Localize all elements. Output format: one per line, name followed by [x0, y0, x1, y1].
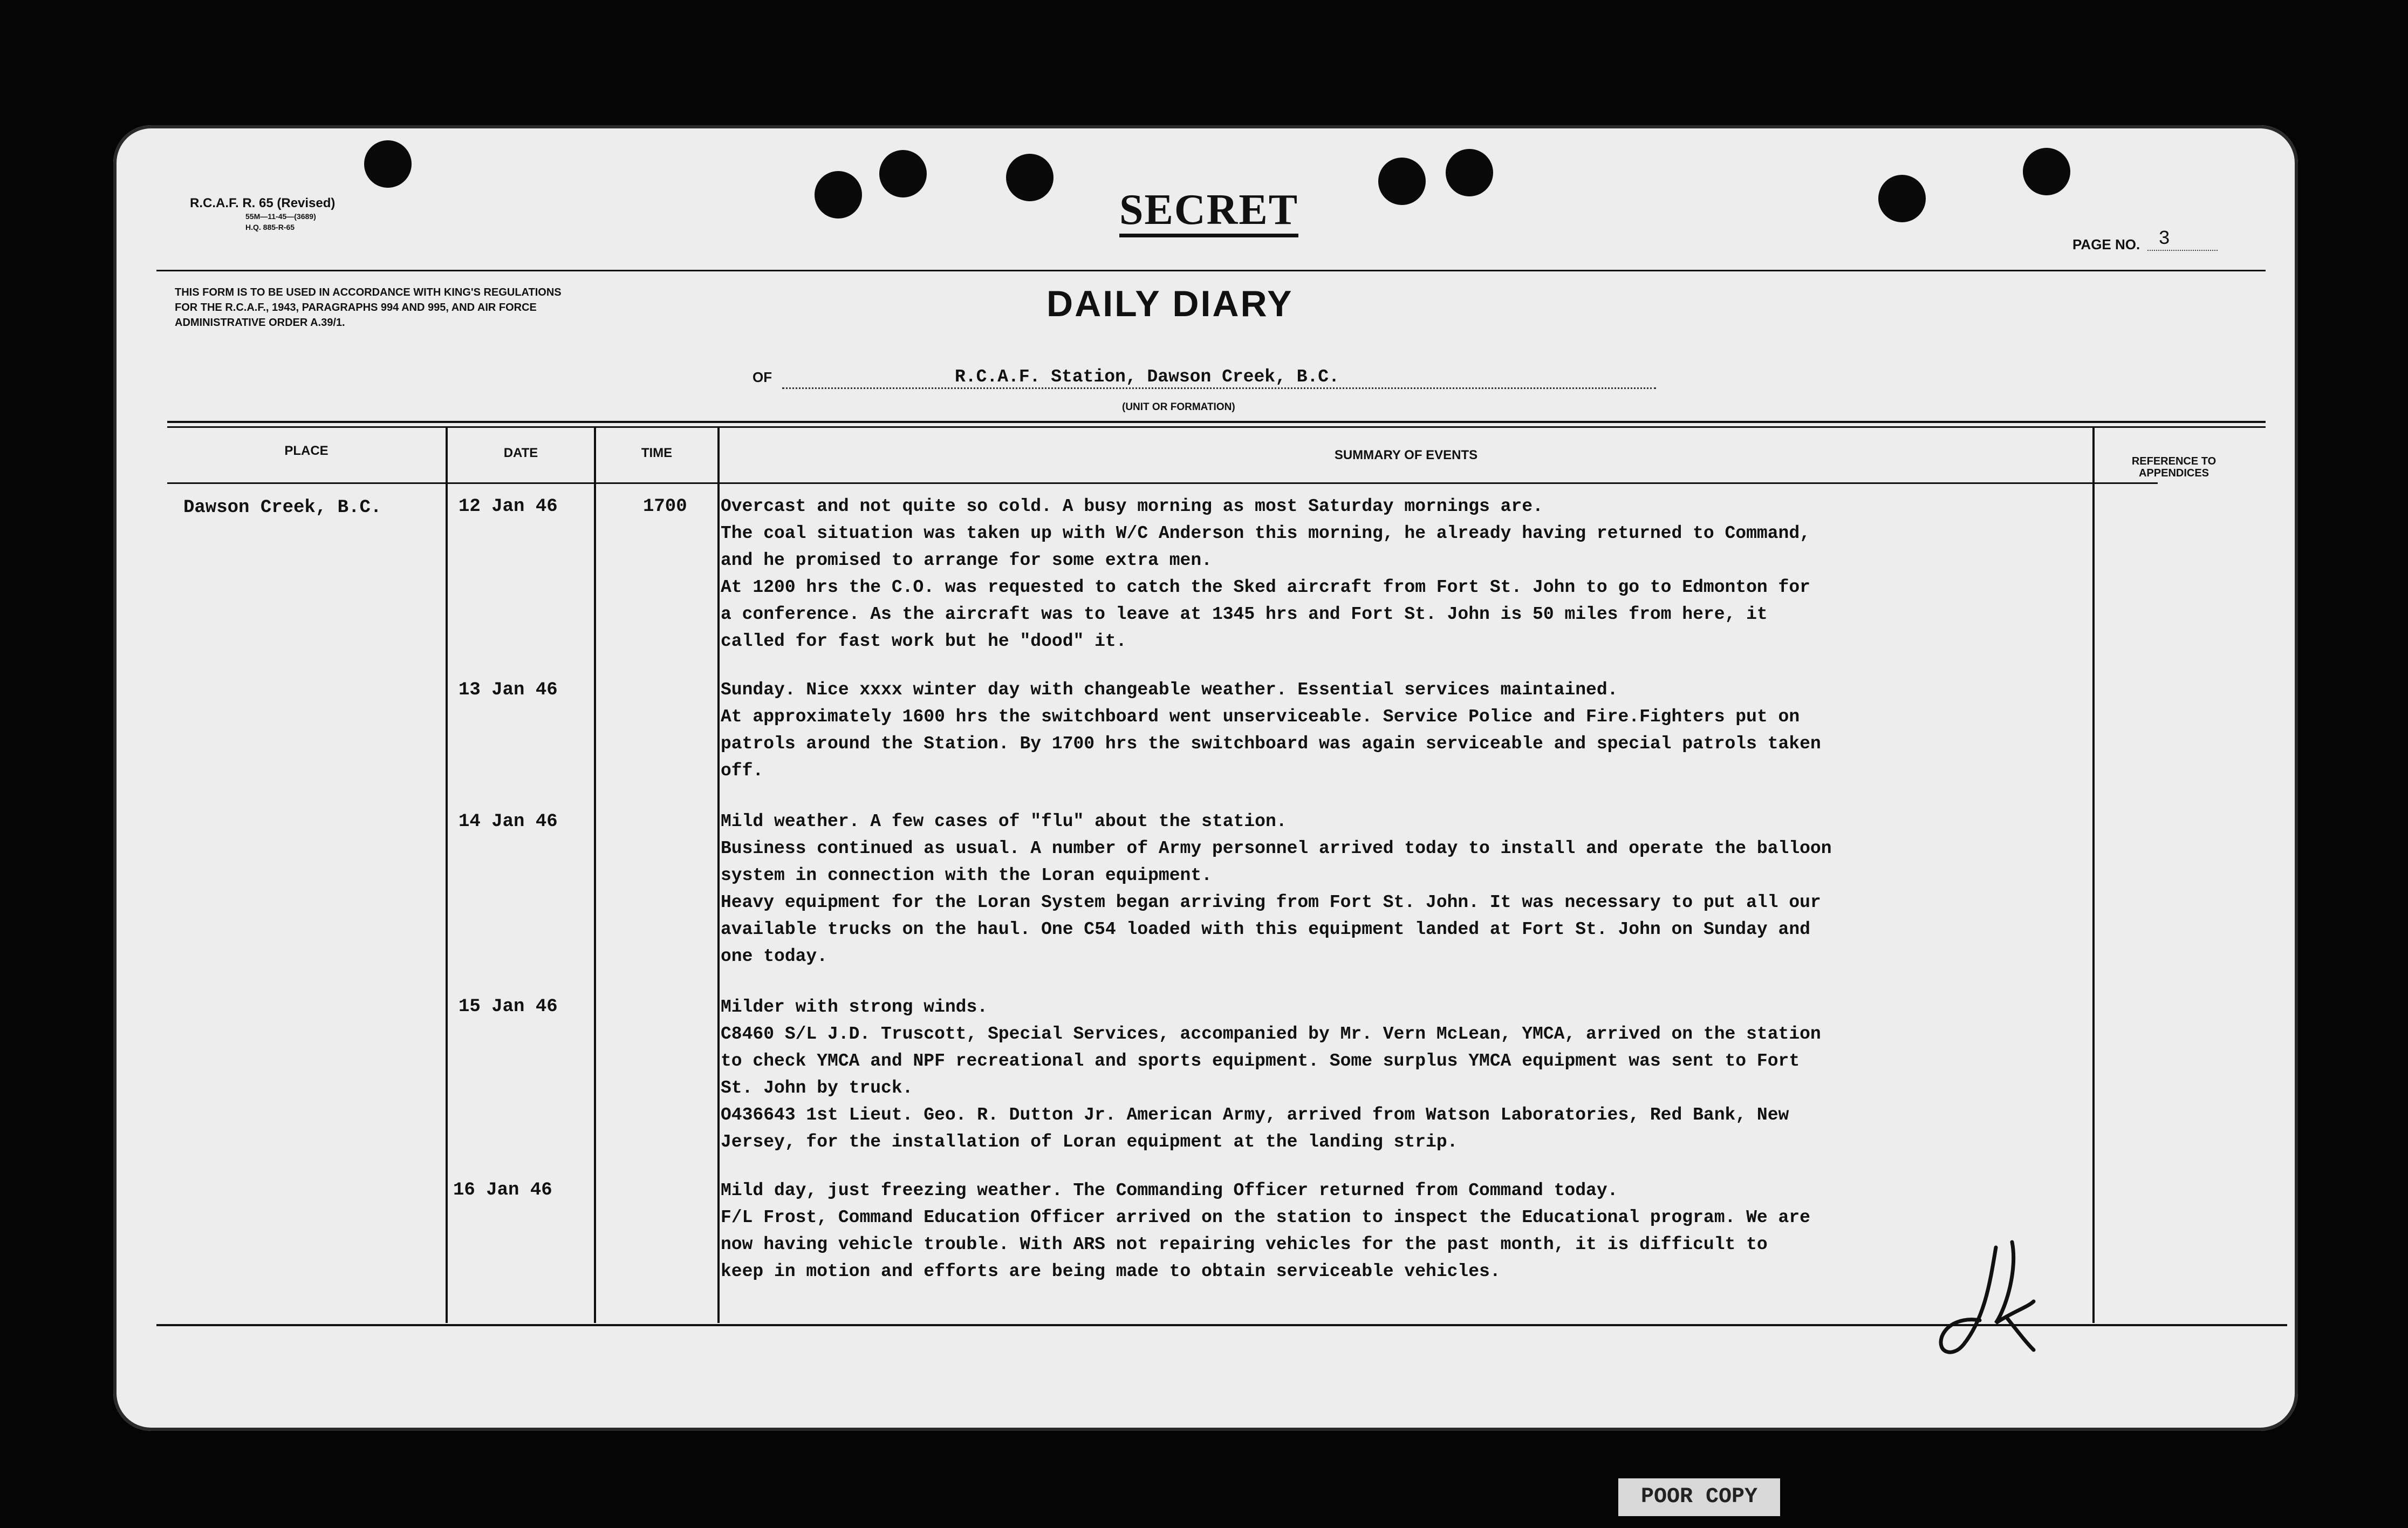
form-hq: H.Q. 885-R-65 [245, 223, 295, 231]
form-instruction: THIS FORM IS TO BE USED IN ACCORDANCE WITH KING'S REGULATIONS FOR THE R.C.A.F., 1943, PARAGRAPHS 994 AND 995, AND AIR FORCE ADMINISTRATIVE ORDER A.39/1. [175, 286, 562, 329]
page-number-label: PAGE NO. [2072, 236, 2140, 253]
summary-line: one today. [721, 946, 828, 966]
diary-form-card [113, 125, 2298, 1431]
unit-name: R.C.A.F. Station, Dawson Creek, B.C. [955, 367, 1339, 387]
summary-line: The coal situation was taken up with W/C Anderson this morning, he already having returned to Command, [721, 523, 1810, 543]
column-divider [717, 427, 720, 1323]
summary-line: and he promised to arrange for some extra men. [721, 550, 1212, 570]
summary-line: off. [721, 761, 764, 781]
form-id: R.C.A.F. R. 65 (Revised) [190, 196, 336, 210]
summary-line: Mild day, just freezing weather. The Commanding Officer returned from Command today. [721, 1181, 1618, 1200]
summary-line: a conference. As the aircraft was to leave at 1345 hrs and Fort St. John is 50 miles from here, it [721, 604, 1768, 624]
entry-date: 14 Jan 46 [459, 811, 558, 832]
table-top-rule-double [167, 426, 2266, 428]
table-top-rule [167, 421, 2266, 423]
column-header-time: TIME [641, 446, 673, 460]
summary-line: called for fast work but he "dood" it. [721, 631, 1127, 651]
column-divider [594, 427, 596, 1323]
of-label: OF [752, 369, 772, 385]
form-identifier [190, 195, 335, 233]
summary-line: Business continued as usual. A number of Army personnel arrived today to install and operate the balloon [721, 838, 1832, 858]
column-header-place: PLACE [284, 444, 329, 458]
punch-hole [879, 150, 927, 197]
entry-date: 12 Jan 46 [459, 496, 558, 517]
punch-hole [364, 140, 412, 188]
entry-date: 15 Jan 46 [459, 997, 558, 1017]
page-number-value: 3 [2147, 228, 2218, 251]
column-header-date: DATE [503, 446, 538, 460]
entry-place: Dawson Creek, B.C. [183, 497, 382, 518]
summary-line: keep in motion and efforts are being made to obtain serviceable vehicles. [721, 1261, 1501, 1281]
header-rule [156, 270, 2266, 271]
page-number-field [2072, 228, 2218, 256]
form-print: 55M—11-45—(3689) [245, 212, 316, 221]
punch-hole [1878, 175, 1926, 222]
entry-summary [721, 493, 2102, 655]
column-header-reference: REFERENCE TO APPENDICES [2131, 455, 2217, 479]
summary-line: Overcast and not quite so cold. A busy morning as most Saturday mornings are. [721, 496, 1543, 516]
classification-heading: SECRET [1119, 186, 1298, 237]
punch-hole [1006, 154, 1054, 201]
summary-line: Milder with strong winds. [721, 997, 988, 1017]
poor-copy-stamp: POOR COPY [1618, 1478, 1780, 1516]
summary-line: to check YMCA and NPF recreational and sports equipment. Some surplus YMCA equipment was sent to Fort [721, 1051, 1800, 1071]
summary-line: available trucks on the haul. One C54 loaded with this equipment landed at Fort St. John on Sunday and [721, 919, 1810, 939]
summary-line: At approximately 1600 hrs the switchboard went unserviceable. Service Police and Fire.Fighters put on [721, 707, 1800, 727]
summary-line: Mild weather. A few cases of "flu" about the station. [721, 811, 1287, 831]
summary-line: C8460 S/L J.D. Truscott, Special Services, accompanied by Mr. Vern McLean, YMCA, arrived on the station [721, 1024, 1821, 1044]
summary-line: system in connection with the Loran equipment. [721, 865, 1212, 885]
column-header-summary: SUMMARY OF EVENTS [1334, 448, 1478, 462]
entry-summary [721, 677, 2102, 785]
summary-line: O436643 1st Lieut. Geo. R. Dutton Jr. American Army, arrived from Watson Laboratories, Red Bank, New [721, 1105, 1789, 1125]
summary-line: now having vehicle trouble. With ARS not repairing vehicles for the past month, it is difficult to [721, 1234, 1768, 1254]
punch-hole [815, 171, 862, 219]
punch-hole [1446, 149, 1493, 196]
entry-summary [721, 808, 2102, 970]
punch-hole [2023, 148, 2070, 195]
summary-line: At 1200 hrs the C.O. was requested to catch the Sked aircraft from Fort St. John to go to Edmonton for [721, 577, 1810, 597]
summary-line: Jersey, for the installation of Loran equipment at the landing strip. [721, 1132, 1458, 1152]
unit-caption: (UNIT OR FORMATION) [1122, 401, 1235, 413]
entry-summary [721, 1177, 2102, 1285]
page-title: DAILY DIARY [1046, 283, 1294, 324]
entry-time: 1700 [643, 496, 687, 517]
column-divider [446, 427, 448, 1323]
entry-date: 16 Jan 46 [453, 1180, 552, 1200]
summary-line: St. John by truck. [721, 1078, 913, 1098]
summary-line: Sunday. Nice xxxx winter day with changeable weather. Essential services maintained. [721, 680, 1618, 700]
entry-date: 13 Jan 46 [459, 680, 558, 700]
handwritten-initials [1931, 1237, 2050, 1366]
summary-line: patrols around the Station. By 1700 hrs the switchboard was again serviceable and special patrols taken [721, 734, 1821, 754]
summary-line: Heavy equipment for the Loran System began arriving from Fort St. John. It was necessary to put all our [721, 892, 1821, 912]
entry-summary [721, 994, 2102, 1156]
punch-hole [1378, 158, 1426, 205]
table-head-rule [167, 482, 2158, 484]
summary-line: F/L Frost, Command Education Officer arrived on the station to inspect the Educational program. We are [721, 1208, 1810, 1227]
